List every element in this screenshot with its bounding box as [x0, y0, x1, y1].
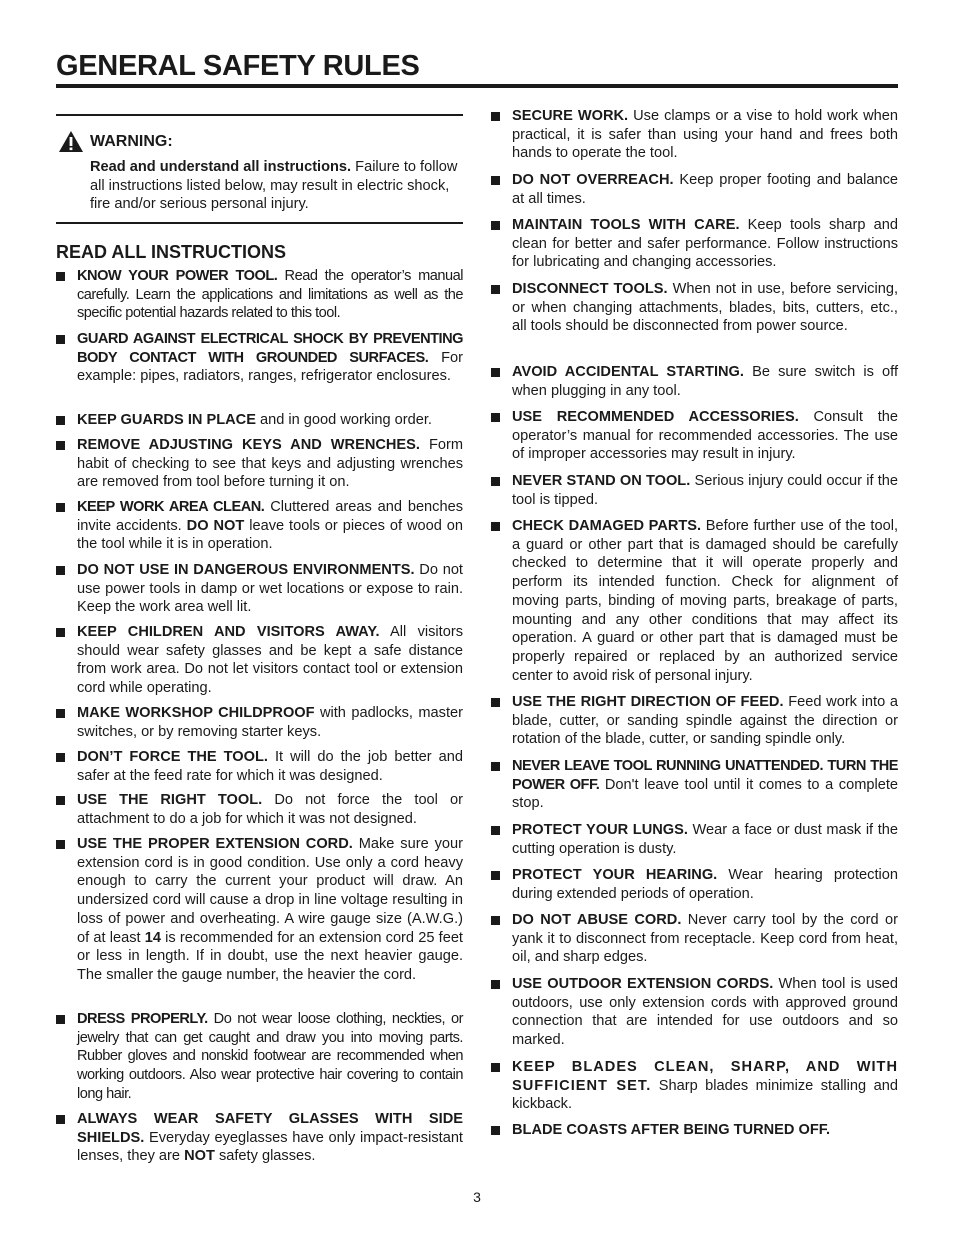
list-item — [512, 363, 898, 400]
list-item — [77, 561, 463, 617]
item-text: Do not use power tools in damp or wet locations or expose to rain. Keep the work area well lit. — [77, 562, 463, 616]
item-title: KEEP WORK AREA CLEAN. — [77, 499, 265, 515]
item-title: PROTECT YOUR LUNGS. — [512, 822, 688, 838]
list-item — [512, 1058, 898, 1114]
bullet-square-icon — [491, 980, 500, 989]
list-item — [512, 517, 898, 685]
item-text-cont: leave tools or pieces of wood on the tool while it is in operation. — [77, 517, 463, 553]
warning-lead: Read and understand all instructions. — [90, 159, 352, 175]
item-text: Do not force the tool or attachment to do a job for which it was not designed. — [77, 792, 463, 827]
bullet-square-icon — [56, 1015, 65, 1024]
item-title: PROTECT YOUR HEARING. — [512, 867, 718, 883]
list-item — [77, 704, 463, 741]
item-text: Make sure your extension cord is in good condition. Use only a cord heavy enough to carry the current your product will draw. An undersized cord will cause a drop in line voltage resulting in loss of power and overheating. A wire gauge size (A.W.G.) of at least — [77, 836, 463, 946]
item-title: DO NOT OVERREACH. — [512, 172, 674, 188]
item-text: Read the operator’s manual carefully. Learn the applications and limitations as well as the specific potential hazards related to this tool. — [77, 268, 463, 322]
list-item — [77, 791, 463, 828]
bullet-square-icon — [56, 441, 65, 450]
item-text: Wear a face or dust mask if the cutting operation is dusty. — [512, 822, 898, 857]
warning-box — [56, 114, 463, 224]
item-text: and in good working order. — [255, 412, 432, 428]
item-title: KEEP GUARDS IN PLACE — [77, 412, 256, 428]
bullet-square-icon — [56, 709, 65, 718]
item-title: KEEP BLADES CLEAN, SHARP, AND WITH SUFFICIENT SET. — [512, 1059, 898, 1094]
bullet-square-icon — [491, 826, 500, 835]
item-text-cont: safety glasses. — [214, 1148, 316, 1165]
bullet-square-icon — [56, 503, 65, 512]
bullet-square-icon — [56, 796, 65, 805]
bullet-square-icon — [56, 566, 65, 575]
list-item — [512, 171, 898, 208]
list-item — [77, 411, 463, 430]
bullet-square-icon — [491, 368, 500, 377]
item-title: DO NOT USE IN DANGEROUS ENVIRONMENTS. — [77, 562, 415, 578]
page-number: 3 — [473, 1189, 481, 1205]
item-emphasis: 14 — [144, 929, 161, 946]
list-item — [512, 1121, 898, 1140]
item-text: Wear hearing protection during extended periods of operation. — [512, 867, 898, 902]
item-title: SECURE WORK. — [512, 108, 629, 124]
list-item — [77, 436, 463, 492]
section-heading: READ ALL INSTRUCTIONS — [56, 242, 287, 262]
list-item — [512, 472, 898, 509]
item-title: DON’T FORCE THE TOOL. — [77, 749, 268, 765]
bullet-square-icon — [491, 1126, 500, 1135]
item-text: with padlocks, master switches, or by removing starter keys. — [77, 705, 463, 740]
list-item — [512, 408, 898, 464]
item-emphasis: NOT — [184, 1148, 215, 1165]
item-title: NEVER STAND ON TOOL. — [512, 473, 691, 489]
item-text-cont: is recommended for an extension cord 25 feet or less in length. If in doubt, use the next heavier gauge. The smaller the gauge number, the heavier the cord. — [77, 929, 463, 983]
item-text: Serious injury could occur if the tool is tipped. — [512, 473, 898, 508]
list-item — [77, 623, 463, 698]
item-text: Keep tools sharp and clean for better and safer performance. Follow instructions for lubricating and changing accessories. — [512, 217, 899, 271]
item-title: ALWAYS WEAR SAFETY GLASSES WITH SIDE SHIELDS. — [77, 1111, 463, 1146]
bullet-square-icon — [491, 477, 500, 486]
bullet-square-icon — [56, 416, 65, 425]
bullet-square-icon — [56, 272, 65, 281]
item-title: MAKE WORKSHOP CHILDPROOF — [77, 705, 315, 721]
bullet-square-icon — [491, 1063, 500, 1072]
list-item — [512, 693, 898, 749]
item-text: Feed work into a blade, cutter, or sanding spindle against the direction or rotation of the blade, cutter, or sanding spindle only. — [512, 694, 898, 748]
item-text: Do not wear loose clothing, neckties, or jewelry that can get caught and draw you into moving parts. Rubber gloves and nonskid footwear are recommended when working outdoors. Also wear protective hair covering to contain long hair. — [77, 1011, 463, 1102]
item-title: DO NOT ABUSE CORD. — [512, 912, 682, 928]
bullet-square-icon — [491, 112, 500, 121]
item-text: Consult the operator’s manual for recommended accessories. The use of improper accessories may result in injury. — [512, 409, 898, 463]
list-item — [77, 267, 463, 323]
item-text: When not in use, before servicing, or when changing attachments, blades, bits, cutters, etc., all tools should be disconnected from power source. — [512, 281, 898, 335]
list-item — [512, 821, 898, 858]
bullet-square-icon — [491, 698, 500, 707]
item-title: DISCONNECT TOOLS. — [512, 281, 668, 297]
list-item — [512, 107, 898, 163]
item-title: BLADE COASTS AFTER BEING TURNED OFF. — [512, 1122, 831, 1138]
bullet-square-icon — [56, 840, 65, 849]
item-text: Sharp blades minimize stalling and kickback. — [512, 1077, 898, 1113]
list-item — [77, 748, 463, 785]
item-text: Everyday eyeglasses have only impact-resistant lenses, they are — [77, 1129, 463, 1165]
item-title: MAINTAIN TOOLS WITH CARE. — [512, 217, 740, 233]
list-item — [77, 1010, 463, 1104]
list-item — [77, 1110, 463, 1166]
bullet-square-icon — [491, 762, 500, 771]
item-title: AVOID ACCIDENTAL STARTING. — [512, 364, 744, 380]
item-title: GUARD AGAINST ELECTRICAL SHOCK BY PREVENTING BODY CONTACT WITH GROUNDED SURFACES. — [77, 331, 463, 366]
list-item — [512, 911, 898, 967]
item-text: Form habit of checking to see that keys and adjusting wrenches are removed from tool before turning it on. — [77, 437, 463, 491]
item-text: All visitors should wear safety glasses and be kept a safe distance from work area. Do not let visitors contact tool or extension cord while operating. — [77, 624, 463, 697]
item-text: Cluttered areas and benches invite accidents. — [77, 499, 464, 534]
item-text: Be sure switch is off when plugging in any tool. — [512, 364, 899, 399]
bullet-square-icon — [56, 335, 65, 344]
item-title: CHECK DAMAGED PARTS. — [512, 518, 702, 534]
bullet-square-icon — [491, 176, 500, 185]
bullet-square-icon — [491, 285, 500, 294]
item-title: REMOVE ADJUSTING KEYS AND WRENCHES. — [77, 437, 420, 453]
bullet-square-icon — [491, 221, 500, 230]
list-item — [77, 498, 463, 554]
item-title: KNOW YOUR POWER TOOL. — [77, 268, 278, 284]
list-item — [512, 757, 898, 813]
bullet-square-icon — [56, 628, 65, 637]
item-text: It will do the job better and safer at the feed rate for which it was designed. — [77, 749, 463, 784]
item-title: USE THE PROPER EXTENSION CORD. — [77, 836, 353, 852]
bullet-square-icon — [491, 871, 500, 880]
item-text: When tool is used outdoors, use only extension cords with approved ground connection that are intended for use outdoors and so marked. — [512, 976, 898, 1049]
item-title: USE THE RIGHT DIRECTION OF FEED. — [512, 694, 784, 710]
item-text: Never carry tool by the cord or yank it to disconnect from receptacle. Keep cord from heat, oil, and sharp edges. — [512, 912, 898, 966]
item-title: USE THE RIGHT TOOL. — [77, 792, 263, 808]
list-item — [77, 835, 463, 985]
warning-triangle-icon — [58, 130, 84, 153]
item-text: Don't leave tool until it comes to a complete stop. — [512, 776, 899, 812]
bullet-square-icon — [56, 1115, 65, 1124]
bullet-square-icon — [491, 522, 500, 531]
bullet-square-icon — [491, 413, 500, 422]
item-text: Keep proper footing and balance at all times. — [512, 172, 899, 207]
item-text: Before further use of the tool, a guard or other part that is damaged should be carefully checked to determine that it will operate properly and perform its intended function. Check for alignment of moving parts, binding of moving parts, breakage of parts, mounting and any other conditions that may affect its operation. A guard or other part that is damaged must be properly repaired or replaced by an authorized service center to avoid risk of personal injury. — [512, 518, 898, 684]
list-item — [512, 866, 898, 903]
item-text: For example: pipes, radiators, ranges, refrigerator enclosures. — [77, 349, 463, 385]
list-item — [512, 216, 898, 272]
item-title: NEVER LEAVE TOOL RUNNING UNATTENDED. TURN THE POWER OFF. — [512, 758, 898, 793]
list-item — [512, 975, 898, 1050]
item-text: Use clamps or a vise to hold work when practical, it is safer than using your hand and frees both hands to operate the tool. — [512, 108, 898, 162]
warning-body: Failure to follow all instructions listed below, may result in electric shock, fire and/or serious personal injury. — [90, 159, 458, 213]
item-title: KEEP CHILDREN AND VISITORS AWAY. — [77, 624, 380, 640]
bullet-square-icon — [491, 916, 500, 925]
item-title: USE OUTDOOR EXTENSION CORDS. — [512, 976, 774, 992]
item-title: DRESS PROPERLY. — [77, 1011, 208, 1027]
list-item — [512, 280, 898, 336]
page-title: GENERAL SAFETY RULES — [56, 50, 420, 82]
list-item — [77, 330, 463, 386]
title-rule — [56, 84, 898, 88]
warning-label: WARNING: — [90, 133, 173, 150]
warning-text — [90, 158, 462, 214]
bullet-square-icon — [56, 753, 65, 762]
item-title: USE RECOMMENDED ACCESSORIES. — [512, 409, 799, 425]
item-emphasis: DO NOT — [186, 517, 245, 534]
